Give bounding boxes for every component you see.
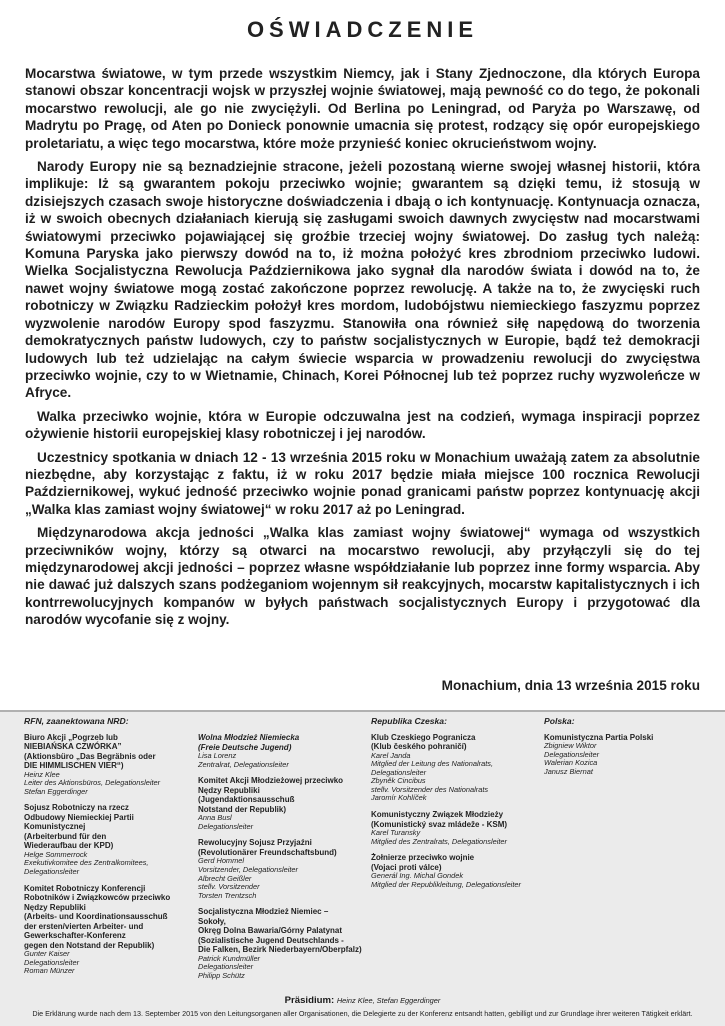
delegate-line: Mitglied der Republikleitung, Delegationsleiter [371,879,521,889]
delegate-line: Mitglied der Leitung des Nationalrats, [371,759,494,769]
delegate-line: Delegationsleiter [198,821,254,831]
delegate-line: Delegationsleiter [371,767,427,777]
section-heading: Polska: [544,716,575,726]
delegate-line: Vorsitzender, Delegationsleiter [198,864,298,874]
place-date: Monachium, dnia 13 września 2015 roku [441,678,700,693]
delegate-line: Heinz Klee [24,769,60,779]
organization-block [198,838,366,900]
organization-name: Żołnierze przeciwko wojnie [371,853,475,863]
organization-name: Biuro Akcji „Pogrzeb lub [24,732,118,742]
delegate-line: Zentralrat, Delegationsleiter [198,759,289,769]
organization-name: Komunistyczny Związek Młodzieży [371,810,504,820]
paragraph: Międzynarodowa akcja jedności „Walka klas zamiast wojny światowej“ wymaga od wszystkich przeciwników wojny, którzy są otwarci na mocarstwo rewolucji, aby przyłączyli się do tej międzynarodowej akcji jedności – poprzez własne współdziałanie lub poprzez inne formy wsparcia. Aby nie dawać już dalszych szans podżeganiom wojennym sił reakcyjnych, mocarstw kapitalistycznych i ich kontrrewolucyjnych kompanów w byłych państwach socjalistycznych Europy i przygotować dla narodów wycofanie się z wojny. [25,525,700,628]
delegate-line: Stefan Eggerdinger [24,786,88,796]
organization-name: (Sozialistische Jugend Deutschlands - [198,935,344,945]
document-title: OŚWIADCZENIE [246,17,479,42]
organization-name: Socjalistyczna Młodzież Niemiec – [198,907,329,917]
organization-block [24,803,194,876]
delegate-line: Zbigniew Wiktor [544,741,597,750]
organization-block [371,853,539,889]
presidium [0,994,725,1006]
paragraph: Uczestnicy spotkania w dniach 12 - 13 września 2015 roku w Monachium uważają zatem za absolutnie niezbędne, aby korzystając z faktu, iż w roku 2017 będzie miała miejsce 100 rocznica Rewolucji Październikowej, wykuć jedność przeciwko wojnie ponad granicami państw poprzez kontynuację akcji „Walka klas zamiast wojny światowej“ w roku 2017 aż po Leningrad. [25,449,700,517]
organization-name: NIEBIAŃSKA CZWÓRKA” [24,742,122,751]
delegate-line: stellv. Vorsitzender des Nationalrats [371,784,489,794]
signatories-column [198,733,366,988]
paragraph: Narody Europy nie są beznadziejnie stracone, jeżeli pozostaną wierne swojej własnej historii, która implikuje: Iż są gwarantem pokoju przeciwko wojnie; gwarantem są dzięki temu, iż stosują w dzisiejszych czasach swoje historyczne doświadczenia i dbają o ich kontynuację. Kontynuacja oznacza, iż w swoich obecnych działaniach kierują się zasługami swoich dawnych zwycięstw nad mocarstwami światowymi przeciwko pojawiającej się groźbie trzeciej wojny światowej. Do zasług tych należą: Komuna Paryska jako pierwszy dowód na to, iż można położyć kres zbrodniom przeciwko ludowi. Wielka Socjalistyczna Rewolucja Październikowa jako sygnał dla narodów świata i dowód na to, że nawet wojny światowe mogą zostać zakończone poprzez rewolucję. A także na to, że zwycięski ruch robotniczy w Związku Radzieckim położył kres mordom, ludobójstwu niemieckiego faszyzmu poprzez wyzwolenie narodów Europy spod faszyzmu. Stanowiła ona również siłę napędową do tworzenia demokratycznych państw ludowych, czy to państw socjalistycznych w Europie, bądź też demokracji ludowych lub też udzielając na całym świecie wsparcia w prowadzeniu rewolucji do zwycięstwa przeciwko wojnie, czy to w Wietnamie, Chinach, Korei Północnej lub też poprzez ruchy wyzwoleńcze w Afryce. [25,159,700,401]
delegate-line: Patrick Kundmüller [198,953,261,963]
organization-name: Robotników i Związkowców przeciwko [24,893,171,903]
organization-name: (Freie Deutsche Jugend) [198,742,292,752]
organization-name: Gewerkschafter-Konferenz [24,931,126,941]
delegate-line: Mitglied des Zentralrats, Delegationsleiter [371,836,507,846]
organization-block [198,907,366,980]
delegate-line: Delegationsleiter [24,866,80,876]
organization-name: der ersten/vierten Arbeiter- und [24,921,144,931]
organization-name: Wiederaufbau der KPD) [24,841,114,851]
organization-name: Sokoły, [198,916,226,926]
organization-block [371,733,539,804]
delegate-line: Gerd Hommel [198,856,244,866]
organization-name: Komunistyczna Partia Polski [544,732,654,742]
delegate-line: Gunter Kaiser [24,949,70,959]
signatories-column [24,717,194,983]
organization-block [24,733,194,797]
organization-name: Odbudowy Niemieckiej Partii [24,812,134,822]
organization-name: Nędzy Republiki [198,785,260,795]
section-heading: Republika Czeska: [371,716,447,726]
organization-name: DIE HIMMLISCHEN VIER“) [24,761,124,770]
organization-block [371,810,539,846]
section-heading: RFN, zaanektowana NRD: [24,716,129,726]
delegate-line: Delegationsleiter [24,957,80,967]
organization-name: Notstand der Republik) [198,804,287,814]
organization-block [24,884,194,976]
delegate-line: Leiter des Aktionsbüros, Delegationsleiter [24,778,161,788]
organization-block [544,733,704,777]
organization-name: Okręg Dolna Bawaria/Górny Palatynat [198,926,343,936]
paragraph: Walka przeciwko wojnie, która w Europie odczuwalna jest na codzień, wymaga inspiracji poprzez ożywienie historii europejskiej klasy robotniczej i jej narodów. [25,408,700,442]
organization-name: Komunistycznej [24,822,86,832]
delegate-line: Torsten Trentzsch [198,890,257,900]
delegate-line: Jaromír Kohlíček [371,793,427,803]
organization-name: Rewolucyjny Sojusz Przyjaźni [198,838,312,848]
delegate-line: Generál Ing. Michal Gondek [371,871,464,881]
presidium-names: Heinz Klee, Stefan Eggerdinger [336,996,441,1005]
organization-name: (Arbeits- und Koordinationsausschuß [24,912,168,922]
approval-note: Die Erklärung wurde nach dem 13. September 2015 von den Leitungsorganen aller Organisationen, die Delegierte zu der Konferenz entsandt hatten, gebilligt und zur Grundlage ihrer weiteren Tätigkeit erklärt. [32,1009,693,1018]
delegate-line: Zbyněk Cincibus [371,776,426,786]
paragraph: Mocarstwa światowe, w tym przede wszystkim Niemcy, jak i Stany Zjednoczone, dla których Europa stanowi obszar koncentracji wojsk w przyszłej wojnie światowej, mają pewność co do tego, że pokonali mocarstwo rewolucji, ale go nie zwyciężyli. Od Berlina po Leningrad, od Paryża po Warszawę, od Madrytu po Pragę, od Aten po Donieck ponownie umacnia się protest, rodzący się opór europejskiego proletariatu, a więc tego mocarstwa, które może przynieść koniec okrucieństwom wojny. [25,66,700,151]
delegate-line: Karel Turansky [371,828,421,838]
organization-name: Nędzy Republiki [24,902,86,912]
delegate-line: Exekutivkomitee des Zentralkomitees, [24,858,149,868]
organization-name: Wolna Młodzież Niemiecka [198,733,300,742]
presidium-label: Präsidium: [284,995,335,1006]
organization-name: Klub Czeskiego Pogranicza [371,732,476,742]
delegate-line: Walerian Kozica [544,758,598,768]
signatories-footer [0,710,725,1026]
organization-name: (Jugendaktionsausschuß [198,795,295,805]
delegate-line: stellv. Vorsitzender [198,882,260,892]
delegate-line: Janusz Biernat [544,766,593,776]
delegate-line: Karel Janda [371,750,411,760]
organization-block [198,776,366,831]
delegate-line: Philipp Schütz [198,971,245,981]
organization-name: gegen den Notstand der Republik) [24,940,155,950]
organization-name: (Komunistický svaz mládeže - KSM) [371,819,508,829]
signatories-column [371,717,539,896]
organization-name: (Klub českého pohraničí) [371,742,467,751]
declaration-body [25,65,700,635]
organization-name: (Revolutionärer Freundschaftsbund) [198,847,337,857]
delegate-line: Anna Busl [198,813,232,823]
delegate-line: Albrecht Geißler [198,873,252,883]
organization-block [198,733,366,769]
delegate-line: Helge Sommerrock [24,849,88,859]
delegate-line: Lisa Lorenz [198,751,237,760]
organization-name: (Vojaci proti válce) [371,862,442,872]
organization-name: Komitet Robotniczy Konferencji [24,883,146,893]
delegate-line: Delegationsleiter [198,962,254,972]
organization-name: Die Falken, Bezirk Niederbayern/Oberpfalz) [198,945,362,955]
organization-name: Sojusz Robotniczy na rzecz [24,803,129,813]
organization-name: Komitet Akcji Młodzieżowej przeciwko [198,776,344,786]
signatories-column [544,717,704,783]
organization-name: (Arbeiterbund für den [24,831,107,841]
delegate-line: Roman Münzer [24,966,75,976]
delegate-line: Delegationsleiter [544,749,600,759]
organization-name: (Aktionsbüro „Das Begräbnis oder [24,751,156,761]
